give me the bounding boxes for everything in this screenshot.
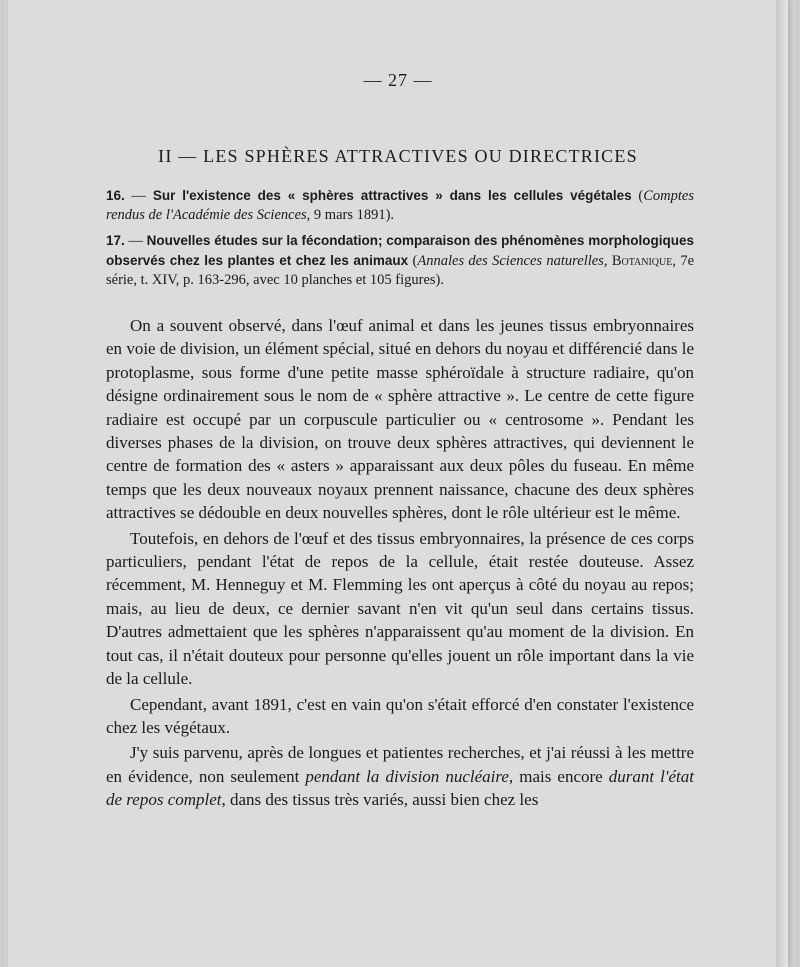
reference-title: Nouvelles études sur la fécondation; comparaison des phénomènes morphologiques observés chez les plantes et chez les animaux xyxy=(106,233,694,268)
reference-number: 16. xyxy=(106,188,125,203)
book-page xyxy=(8,0,788,967)
reference-dash: — xyxy=(124,233,147,249)
reference-close: , 9 mars 1891). xyxy=(306,207,395,223)
paragraph: On a souvent observé, dans l'œuf animal et dans les jeunes tissus embryonnaires en voie de division, un élément spécial, situé en dehors du noyau et différencié dans le protoplasme, sous forme d'une petite masse sphéroïdale à structure radiaire, qu'on désigne ordinairement sous le nom de « sphère attractive ». Le centre de cette figure radiaire est occupé par un corpuscule particulier ou « centrosome ». Pendant les diverses phases de la division, on trouve deux sphères attractives, qui deviennent le centre de formation des « asters » apparaissant aux deux pôles du fuseau. En même temps que les deux nouveaux noyaux prennent naissance, chacune des deux sphères attractives se dédouble en deux nouvelles sphères, dont le rôle ultérieur est le même. xyxy=(106,316,694,523)
section-title: II — LES SPHÈRES ATTRACTIVES OU DIRECTRICES xyxy=(158,146,638,166)
reference-number: 17. xyxy=(106,233,125,248)
reference-item xyxy=(106,231,694,290)
reference-close: , 7e série, t. XIV, p. 163-296, avec 10 planches et 105 figures). xyxy=(106,253,695,288)
reference-item xyxy=(106,186,694,225)
page-number: — 27 — xyxy=(363,70,433,90)
paragraph-text: J'y suis parvenu, après de longues et patientes recherches, et j'ai réussi à les mettre en évidence, non seulement xyxy=(106,743,694,786)
reference-title: Sur l'existence des « sphères attractives » dans les cellules végétales xyxy=(152,188,632,203)
paragraph-text: , dans des tissus très variés, aussi bien chez les xyxy=(221,790,539,810)
reference-list xyxy=(106,186,694,296)
reference-series: Botanique xyxy=(611,253,673,269)
paragraph-text: , mais encore xyxy=(508,766,609,786)
reference-sep: , xyxy=(603,253,612,269)
reference-source: Comptes rendus de l'Académie des Sciences xyxy=(106,188,694,223)
reference-dash: — xyxy=(124,188,153,204)
body-text xyxy=(106,314,694,812)
reference-open: ( xyxy=(408,253,418,269)
paragraph xyxy=(106,741,694,811)
emphasis: pendant la division nucléaire xyxy=(305,766,509,786)
paragraph: Toutefois, en dehors de l'œuf et des tissus embryonnaires, la présence de ces corps particuliers, pendant l'état de repos de la cellule, était restée douteuse. Assez récemment, M. Henneguy et M. Flemming les ont aperçus à côté du noyau au repos; mais, au lieu de deux, ce dernier savant n'en vit qu'un seul dans certains tissus. D'autres admettaient que les sphères n'apparaissent qu'au moment de la division. En tout cas, il n'était douteux pour personne qu'elles jouent un rôle important dans la vie de la cellule. xyxy=(106,528,694,689)
reference-open: ( xyxy=(631,188,644,204)
reference-source: Annales des Sciences naturelles xyxy=(417,253,604,269)
emphasis: durant l'état de repos complet xyxy=(106,766,694,810)
paragraph: Cependant, avant 1891, c'est en vain qu'on s'était efforcé d'en constater l'existence chez les végétaux. xyxy=(106,694,694,737)
